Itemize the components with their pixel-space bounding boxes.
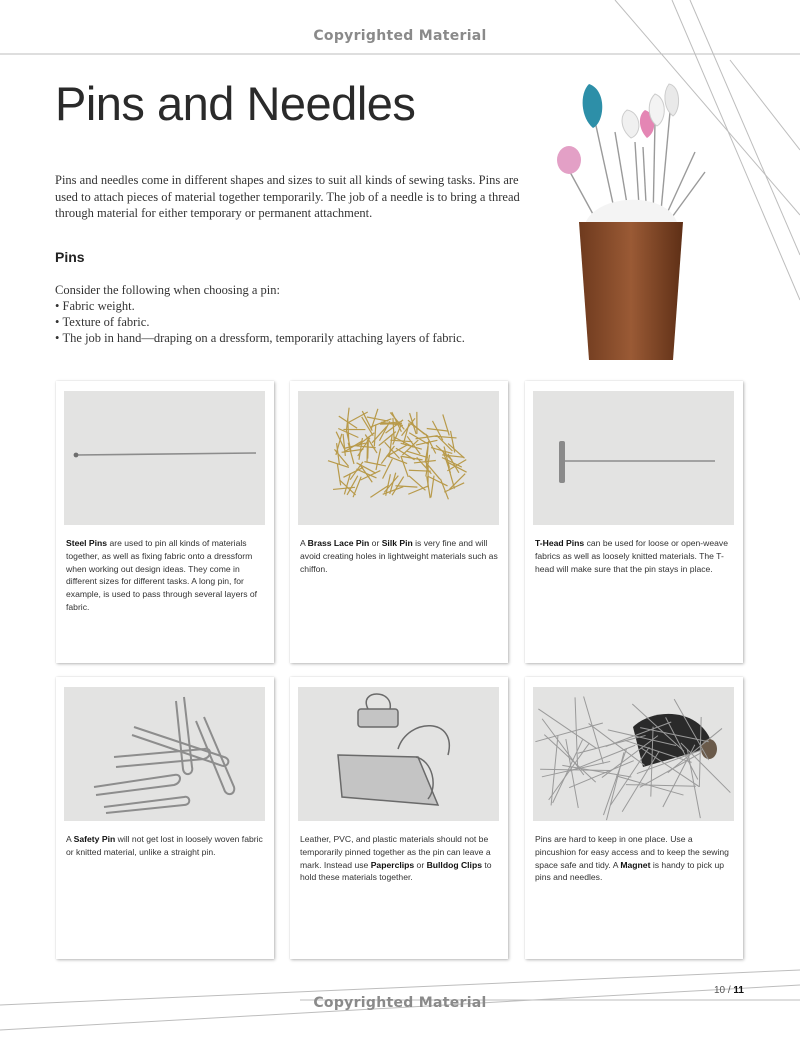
considerations-list (55, 298, 535, 346)
brass-pins-photo (298, 391, 499, 525)
card-magnet (525, 677, 743, 959)
pin-considerations (55, 282, 535, 346)
watermark-bottom: Copyrighted Material (313, 995, 487, 1011)
t-head-pin-photo (533, 391, 734, 525)
magnet-photo (533, 687, 734, 821)
page-number: 10 / 11 (713, 985, 744, 996)
safety-pins-photo (64, 687, 265, 821)
page-title: Pins and Needles (55, 77, 416, 130)
card-bulldog-clips (290, 677, 508, 959)
card-safety-pin (56, 677, 274, 959)
list-item: • Texture of fabric. (55, 314, 535, 330)
magnet-caption: Pins are hard to keep in one place. Use a pincushion for easy access and to keep the sewing space safe and tidy. A Magnet is handy to pick up pins and needles. (535, 834, 729, 883)
t-head-pins-caption: T-Head Pins can be used for loose or open-weave fabrics as well as loosely knitted materials. The T-head will make sure that the pin stays in place. (535, 538, 728, 574)
card-t-head-pins (525, 381, 743, 663)
brass-lace-pin-caption: A Brass Lace Pin or Silk Pin is very fine and will avoid creating holes in lightweight materials such as chiffon. (300, 538, 498, 574)
watermark-top: Copyrighted Material (313, 28, 487, 44)
card-brass-lace-pin (290, 381, 508, 663)
steel-pins-caption: Steel Pins are used to pin all kinds of materials together, as well as fixing fabric onto a dressform when working out design ideas. They come in different sizes for different tasks. A long pin, for example, is used to pass through several layers of fabric. (66, 538, 258, 612)
steel-pin-photo (64, 391, 265, 525)
bulldog-clips-photo (298, 687, 499, 821)
pincushion-photo (545, 72, 720, 372)
bulldog-clips-caption: Leather, PVC, and plastic materials should not be temporarily pinned together as the pin can leave a mark. Instead use Paperclips or Bulldog Clips to hold these materials together. (300, 834, 492, 883)
list-item: • Fabric weight. (55, 298, 535, 314)
considerations-lead: Consider the following when choosing a pin: (55, 283, 280, 297)
card-steel-pins (56, 381, 274, 663)
section-heading: Pins (55, 249, 85, 265)
safety-pin-caption: A Safety Pin will not get lost in loosely woven fabric or knitted material, unlike a straight pin. (66, 834, 263, 857)
list-item: • The job in hand—draping on a dressform, temporarily attaching layers of fabric. (55, 330, 535, 346)
intro-paragraph: Pins and needles come in different shapes and sizes to suit all kinds of sewing tasks. Pins are used to attach pieces of material together temporarily. The job of a needle is to bring a thread through material for either temporary or permanent attachment. (55, 173, 520, 220)
